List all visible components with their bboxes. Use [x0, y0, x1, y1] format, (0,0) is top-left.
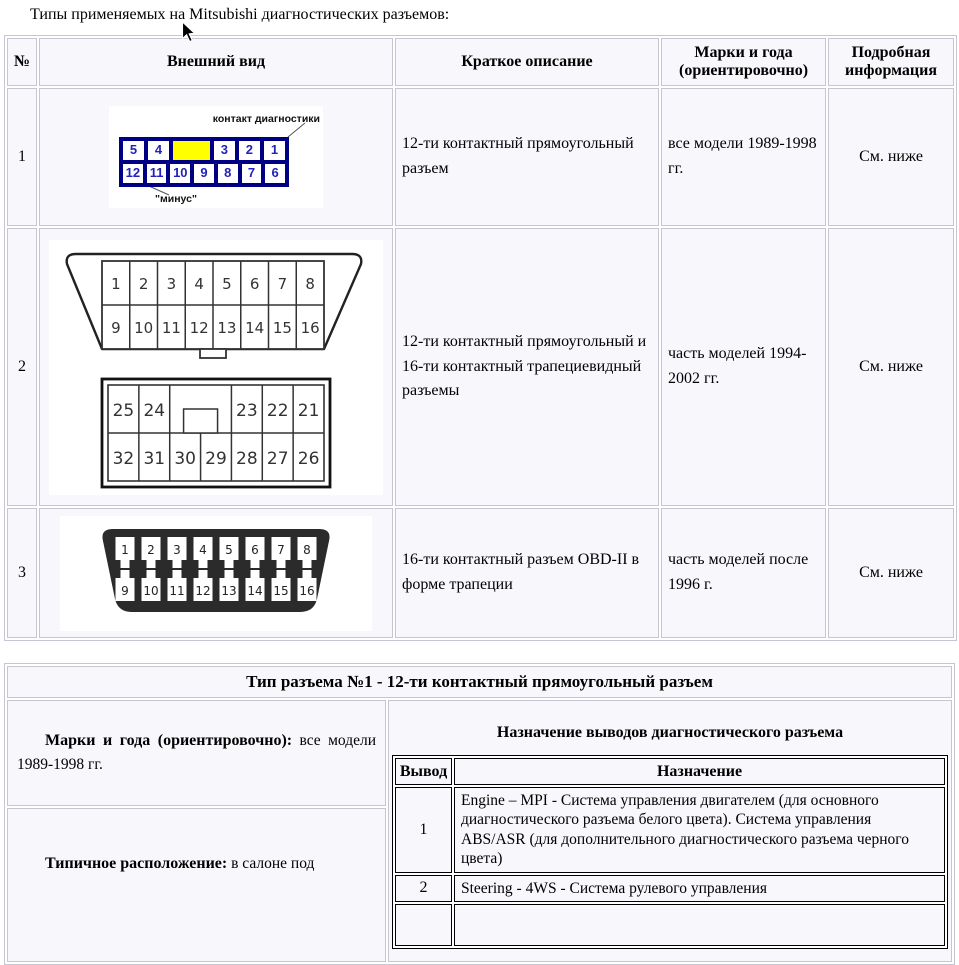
pin-cell: 2 [237, 139, 262, 162]
svg-text:11: 11 [161, 318, 181, 337]
models-cell: часть моделей 1994-2002 гг. [661, 228, 826, 506]
svg-text:32: 32 [112, 448, 135, 469]
svg-text:8: 8 [305, 274, 315, 293]
connector2b-diagram [100, 377, 332, 489]
svg-text:1: 1 [111, 274, 121, 293]
pin-cell: 4 [146, 139, 171, 162]
mouse-cursor [181, 21, 197, 44]
connector-type1-detail-table [4, 663, 955, 965]
svg-text:11: 11 [169, 583, 185, 598]
pin-table-header-row [395, 758, 945, 785]
pin-cell: 10 [168, 162, 192, 185]
svg-text:15: 15 [272, 318, 292, 337]
svg-text:26: 26 [297, 448, 320, 469]
svg-text:10: 10 [143, 583, 159, 598]
details-cell: См. ниже [828, 508, 954, 638]
svg-text:25: 25 [112, 400, 135, 421]
connector3-image-cell [39, 508, 393, 638]
connector3-diagram [60, 516, 372, 631]
connector2-image-cell [39, 228, 393, 506]
row-number: 2 [7, 228, 37, 506]
pin-table-row-clipped [395, 904, 945, 946]
pin-number: 2 [395, 875, 452, 902]
purpose-col-header: Назначение [454, 758, 945, 785]
svg-text:2: 2 [147, 542, 155, 557]
svg-text:5: 5 [222, 274, 232, 293]
connector1-grid [119, 137, 289, 187]
pin-table-row [395, 875, 945, 902]
pin-cell: 11 [145, 162, 169, 185]
description-cell: 16-ти контактный разъем OBD-II в форме трапеции [395, 508, 659, 638]
svg-text:31: 31 [143, 448, 166, 469]
svg-text:13: 13 [217, 318, 237, 337]
typical-location-label: Типичное расположение: [45, 855, 228, 872]
svg-text:24: 24 [143, 400, 166, 421]
pin-cell: 1 [262, 139, 287, 162]
models-years-paragraph [9, 729, 384, 776]
svg-text:10: 10 [134, 318, 154, 337]
connector1-diagram [109, 106, 323, 208]
svg-text:27: 27 [266, 448, 289, 469]
typical-location-text: в салоне под [231, 855, 315, 872]
pin-col-header: Вывод [395, 758, 452, 785]
table-row [7, 88, 954, 226]
svg-text:3: 3 [166, 274, 177, 293]
svg-text:15: 15 [273, 583, 289, 598]
pin-cell: 7 [240, 162, 264, 185]
pin-cell: 8 [216, 162, 240, 185]
connector2-diagram [49, 240, 383, 495]
typical-location-cell [7, 808, 386, 962]
table-row [7, 228, 954, 506]
svg-text:7: 7 [277, 274, 288, 293]
table-row [7, 508, 954, 638]
models-years-cell [7, 700, 386, 806]
typical-location-paragraph [9, 852, 384, 876]
detail-title-row [7, 666, 952, 698]
pin-cell: 9 [192, 162, 216, 185]
svg-text:22: 22 [266, 400, 289, 421]
svg-text:6: 6 [249, 274, 260, 293]
details-cell: См. ниже [828, 228, 954, 506]
svg-text:14: 14 [247, 583, 263, 598]
pin-cell: 12 [121, 162, 145, 185]
svg-text:7: 7 [277, 542, 285, 557]
svg-text:5: 5 [225, 542, 233, 557]
svg-text:12: 12 [189, 318, 209, 337]
models-years-label: Марки и года (ориентировочно): [45, 732, 293, 750]
minus-label: "минус" [155, 193, 197, 205]
pin-purpose: Steering - 4WS - Система рулевого управления [454, 875, 945, 902]
svg-text:4: 4 [199, 542, 207, 557]
svg-text:3: 3 [173, 542, 181, 557]
pin-cell: 6 [263, 162, 287, 185]
svg-text:16: 16 [299, 583, 315, 598]
pin-assignment-heading: Назначение выводов диагностического разъема [496, 724, 844, 741]
detail-table-title: Тип разъема №1 - 12-ти контактный прямоугольный разъем [7, 666, 952, 698]
pin-number [395, 904, 452, 946]
svg-text:16: 16 [300, 318, 320, 337]
detail-body-row [7, 700, 952, 806]
svg-text:13: 13 [221, 583, 237, 598]
col-header-description: Краткое описание [395, 38, 659, 86]
pin-cell: 5 [121, 139, 146, 162]
pin-table-row [395, 787, 945, 873]
svg-text:6: 6 [251, 542, 259, 557]
connector-types-table [4, 35, 957, 641]
svg-text:8: 8 [303, 542, 311, 557]
obd2-connector-diagram [91, 525, 341, 617]
svg-text:12: 12 [195, 583, 211, 598]
col-header-num: № [7, 38, 37, 86]
connector1-image-cell [39, 88, 393, 226]
svg-text:4: 4 [194, 274, 204, 293]
details-cell: См. ниже [828, 88, 954, 226]
col-header-models: Марки и года (ориентировочно) [661, 38, 826, 86]
svg-text:23: 23 [236, 400, 258, 421]
table-header-row [7, 38, 954, 86]
svg-text:1: 1 [121, 542, 129, 557]
pin-cell: 3 [212, 139, 237, 162]
pin-purpose: Engine – MPI - Система управления двигателем (для основного диагностического разъема белого цвета). Система управления ABS/ASR (для дополнительного диагностического разъема черного цвета) [454, 787, 945, 873]
description-cell: 12-ти контактный прямоугольный и 16-ти контактный трапециевидный разъемы [395, 228, 659, 506]
models-cell: все модели 1989-1998 гг. [661, 88, 826, 226]
row-number: 1 [7, 88, 37, 226]
svg-text:9: 9 [121, 583, 129, 598]
highlight-cell [171, 139, 212, 162]
models-years-text: все модели 1989-1998 гг. [17, 732, 377, 774]
svg-text:28: 28 [236, 448, 258, 469]
pin-number: 1 [395, 787, 452, 873]
svg-text:2: 2 [138, 274, 149, 293]
diagnostic-contact-label: контакт диагностики [212, 113, 320, 125]
models-cell: часть моделей после 1996 г. [661, 508, 826, 638]
connector1-pins-top [121, 139, 287, 162]
connector1-pins-bottom [121, 162, 287, 185]
col-header-details: Подробная информация [828, 38, 954, 86]
row-number: 3 [7, 508, 37, 638]
svg-text:9: 9 [111, 318, 121, 337]
pin-assignment-table [392, 755, 948, 949]
svg-text:29: 29 [205, 448, 227, 469]
col-header-appearance: Внешний вид [39, 38, 393, 86]
pin-assignment-cell [388, 700, 952, 962]
description-cell: 12-ти контактный прямоугольный разъем [395, 88, 659, 226]
connector2a-diagram [56, 248, 376, 361]
pin-purpose [454, 904, 945, 946]
page-title: Типы применяемых на Mitsubishi диагностических разъемов: [30, 6, 450, 23]
svg-text:30: 30 [174, 448, 196, 469]
svg-text:14: 14 [245, 318, 265, 337]
svg-text:21: 21 [297, 400, 320, 421]
